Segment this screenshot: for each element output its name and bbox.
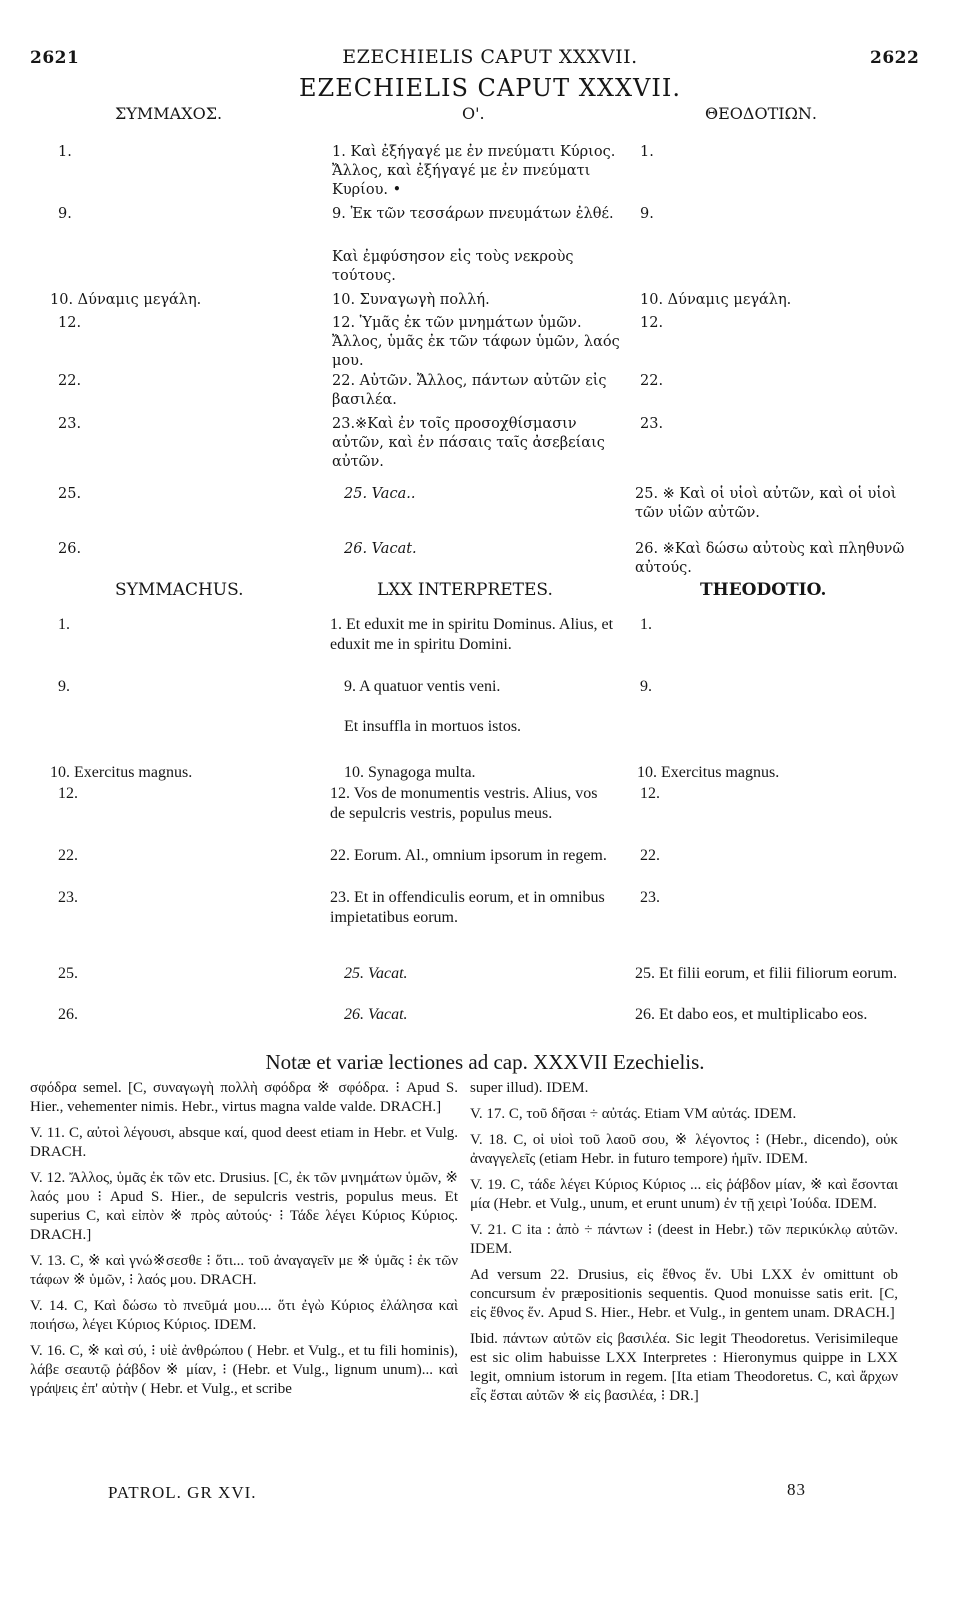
note-paragraph: V. 19. C, τάδε λέγει Κύριος Κύριος ... εἰς ῥάβδον μίαν, ※ καὶ ἔσονται μία (Hebr. et Vulg., unum, et erunt unum) ἐν τῇ χειρὶ Ἰούδα. IDEM. <box>470 1177 898 1212</box>
greek-row-right: 1. <box>640 144 654 160</box>
greek-header-theodotion: ΘΕΟΔΟΤΙΩΝ. <box>705 104 817 123</box>
latin-row-right: 25. Et filii eorum, et filii filiorum eorum. <box>635 965 898 982</box>
greek-row-middle: 23.※Καὶ ἐν τοῖς προσοχθίσμασιν αὐτῶν, καὶ ἐν πάσαις ταῖς ἀσεβείαις αὐτῶν. <box>332 416 605 470</box>
latin-row-middle: Et insuffla in mortuos istos. <box>344 718 522 735</box>
latin-row-left: 1. <box>58 616 70 633</box>
latin-row-left: 10. Exercitus magnus. <box>50 764 193 781</box>
latin-row-left: 26. <box>58 1006 78 1023</box>
latin-row-middle: 22. Eorum. Al., omnium ipsorum in regem. <box>330 847 607 864</box>
greek-row-middle: 9. Ἐκ τῶν τεσσάρων πνευμάτων ἐλθέ. <box>332 206 614 222</box>
note-paragraph: V. 21. C ita : ἀπὸ ÷ πάντων ⁝ (deest in Hebr.) τῶν περικύκλῳ αὐτῶν. IDEM. <box>470 1222 898 1257</box>
latin-row-right: 10. Exercitus magnus. <box>637 764 780 781</box>
greek-row-right: 10. Δύναμις μεγάλη. <box>640 292 792 308</box>
greek-header-symmachus: ΣΥΜΜΑΧΟΣ. <box>115 104 223 123</box>
latin-row-middle: 26. Vacat. <box>344 1006 408 1023</box>
greek-row-right: 22. <box>640 373 664 389</box>
latin-header-theodotion: THEODOTIO. <box>700 580 827 600</box>
greek-row-left: 10. Δύναμις μεγάλη. <box>50 292 202 308</box>
greek-row-middle: 10. Συναγωγὴ πολλή. <box>332 292 490 308</box>
notes-title: Notæ et variæ lectiones ad cap. XXXVII Ezechielis. <box>265 1050 705 1074</box>
latin-row-left: 9. <box>58 678 70 695</box>
greek-row-middle: 26. Vacat. <box>344 541 417 557</box>
greek-row-middle: 25. Vaca.. <box>344 486 416 502</box>
latin-row-right: 12. <box>640 785 660 802</box>
greek-row-middle: Καὶ ἐμφύσησον εἰς τοὺς νεκροὺς τούτους. <box>332 249 574 284</box>
note-paragraph: V. 18. C, οἱ υἱοὶ τοῦ λαοῦ σου, ※ λέγοντος ⁝ (Hebr., dicendo), οὐκ ἀναγγελεῖς (etiam Hebr. in futuro tempore) ἡμῖν. IDEM. <box>470 1132 898 1167</box>
greek-row-middle: 22. Αὐτῶν. Ἄλλος, πάντων αὐτῶν εἰς βασιλέα. <box>332 373 607 408</box>
greek-header-lxx: Ο'. <box>462 104 485 123</box>
page-number-right: 2622 <box>870 48 920 68</box>
latin-row-left: 25. <box>58 965 78 982</box>
greek-row-middle: 12. Ὑμᾶς ἐκ τῶν μνημάτων ὑμῶν. Ἄλλος, ὑμᾶς ἐκ τῶν τάφων ὑμῶν, λαός μου. <box>332 315 620 369</box>
greek-row-middle: 1. Καὶ ἐξήγαγέ με ἐν πνεύματι Κύριος. Ἄλλος, καὶ ἐξήγαγέ με ἐν πνεύματι Κυρίου. • <box>332 144 616 198</box>
footer-signature: 83 <box>787 1480 806 1499</box>
latin-header-symmachus: SYMMACHUS. <box>115 580 244 600</box>
footer-series: PATROL. GR XVI. <box>108 1483 257 1502</box>
chapter-title: EZECHIELIS CAPUT XXXVII. <box>299 74 681 102</box>
greek-row-right: 25. ※ Καὶ οἱ υἱοὶ αὐτῶν, καὶ οἱ υἱοὶ τῶν υἱῶν αὐτῶν. <box>635 486 897 521</box>
note-paragraph: σφόδρα semel. [C, συναγωγὴ πολλὴ σφόδρα ※ σφόδρα. ⁝ Apud S. Hier., vehementer nimis. Hebr., virtus magna valde valde. DRACH.] <box>30 1080 458 1115</box>
note-paragraph: Ad versum 22. Drusius, εἰς ἔθνος ἕν. Ubi LXX ἐν omittunt ob concursum ἐν præpositionis sequentis. Quod monuisse satis erit. [C, εἰς ἔθνος ἕν. Apud S. Hier., Hebr. et Vulg., in gentem unam. DRACH.] <box>470 1267 898 1321</box>
latin-row-middle: 9. A quatuor ventis veni. <box>344 678 501 695</box>
note-paragraph: V. 13. C, ※ καὶ γνώ※σεσθε ⁝ ὅτι... τοῦ ἀναγαγεῖν με ※ ὑμᾶς ⁝ ἐκ τῶν τάφων ※ ὑμῶν, ⁝ λαός μου. DRACH. <box>30 1253 458 1288</box>
page-number-left: 2621 <box>30 48 80 68</box>
greek-row-left: 22. <box>58 373 82 389</box>
latin-row-left: 23. <box>58 889 78 906</box>
latin-row-right: 22. <box>640 847 660 864</box>
latin-row-right: 1. <box>640 616 652 633</box>
latin-row-left: 22. <box>58 847 78 864</box>
running-title: EZECHIELIS CAPUT XXXVII. <box>342 46 638 68</box>
greek-row-right: 23. <box>640 416 664 432</box>
note-paragraph: V. 16. C, ※ καὶ σύ, ⁝ υἱὲ ἀνθρώπου ( Hebr. et Vulg., et tu fili hominis), λάβε σεαυτῷ ῥάβδον ※ μίαν, ⁝ (Hebr. et Vulg., lignum unum)... καὶ γράψεις ἐπ' αὐτὴν ( Hebr. et Vulg., et scribe <box>30 1343 458 1397</box>
note-paragraph: V. 12. Ἄλλος, ὑμᾶς ἐκ τῶν etc. Drusius. [C, ἐκ τῶν μνημάτων ὑμῶν, ※ λαός μου ⁝ Apud S. Hier., de sepulcris vestris, populus meus. Et superius C, καὶ εἰπὸν ※ πρὸς αὐτούς· ⁝ Τάδε λέγει Κύριος Κύριος. DRACH.] <box>30 1170 458 1243</box>
latin-row-right: 23. <box>640 889 660 906</box>
latin-row-middle: 25. Vacat. <box>344 965 408 982</box>
latin-row-right: 26. Et dabo eos, et multiplicabo eos. <box>635 1006 868 1023</box>
greek-row-right: 9. <box>640 206 654 222</box>
note-paragraph: Ibid. πάντων αὐτῶν εἰς βασιλέα. Sic legit Theodoretus. Verisimileque est sic olim habuisse LXX Interpretes : Hieronymus quippe in LXX legit, omnium istorum in regem. [Ita etiam Theodoretus. C, καὶ ἄρχων εἷς ἔσται αὐτῶν ※ εἰς βασιλέα, ⁝ DR.] <box>470 1331 898 1404</box>
latin-row-middle: 23. Et in offendiculis eorum, et in omnibus impietatibus eorum. <box>330 889 605 926</box>
greek-row-left: 23. <box>58 416 82 432</box>
greek-row-left: 12. <box>58 315 82 331</box>
greek-row-right: 26. ※Καὶ δώσω αὐτοὺς καὶ πληθυνῶ αὐτούς. <box>635 541 905 576</box>
greek-row-left: 26. <box>58 541 82 557</box>
greek-row-left: 9. <box>58 206 72 222</box>
latin-row-middle: 12. Vos de monumentis vestris. Alius, vos de sepulcris vestris, populus meus. <box>330 785 598 822</box>
latin-row-left: 12. <box>58 785 78 802</box>
notes-left-column <box>30 1079 458 1406</box>
note-paragraph: V. 14. C, Καὶ δώσω τὸ πνεῦμά μου.... ὅτι ἐγὼ Κύριος ἐλάλησα καὶ ποιήσω, λέγει Κύριος Κύριος. IDEM. <box>30 1298 458 1333</box>
greek-row-left: 1. <box>58 144 72 160</box>
latin-row-right: 9. <box>640 678 652 695</box>
greek-row-left: 25. <box>58 486 82 502</box>
notes-right-column <box>470 1079 898 1413</box>
note-paragraph: V. 17. C, τοῦ δῆσαι ÷ αὐτάς. Etiam VM αὐτάς. IDEM. <box>470 1106 797 1122</box>
latin-row-middle: 10. Synagoga multa. <box>344 764 476 781</box>
note-paragraph: V. 11. C, αὐτοὶ λέγουσι, absque καί, quod deest etiam in Hebr. et Vulg. DRACH. <box>30 1125 458 1160</box>
latin-row-middle: 1. Et eduxit me in spiritu Dominus. Alius, et eduxit me in spiritu Domini. <box>330 616 614 653</box>
note-paragraph: super illud). IDEM. <box>470 1080 589 1096</box>
latin-header-lxx: LXX INTERPRETES. <box>377 580 553 600</box>
greek-row-right: 12. <box>640 315 664 331</box>
